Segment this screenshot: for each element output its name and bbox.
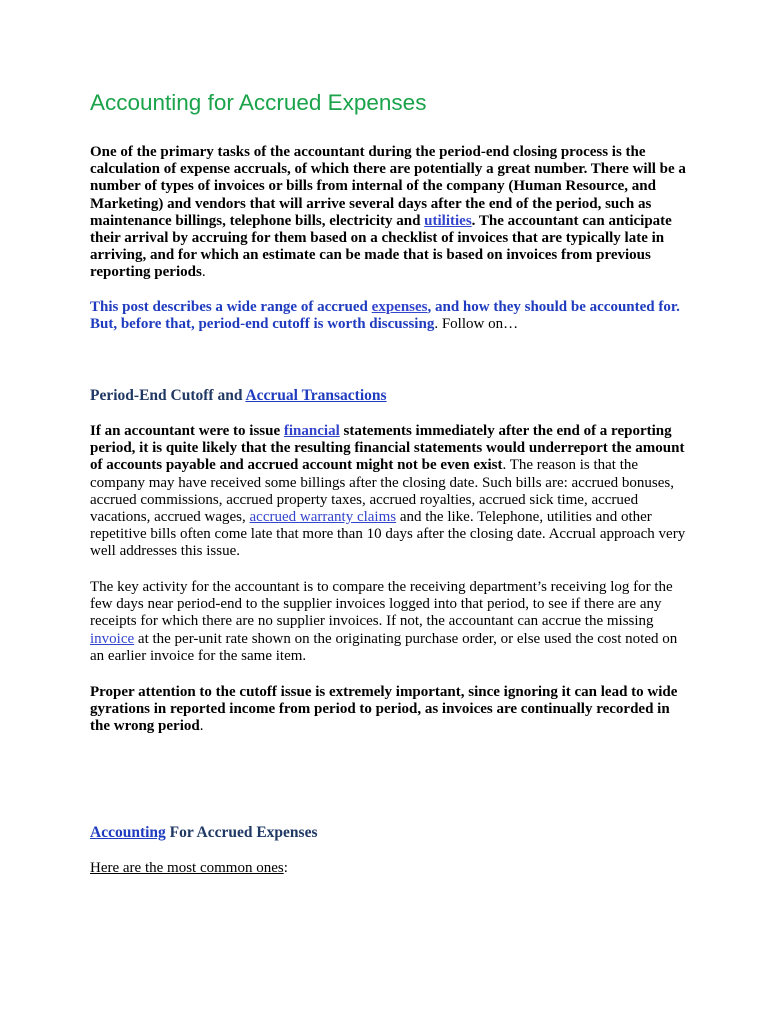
intro-text: One of the primary tasks of the accountant during the period-end closing process is the calculation of expense accruals, of which there are potentially a great number. There will be a number of types of invoices or bills from internal of the company (Human Resource, and Marketing) and vendors that will arrive several days after the end of the period, such as maintenance billings, telephone bills, electricity and [90,144,686,229]
cutoff-importance-text: Proper attention to the cutoff issue is extremely important, since ignoring it can lead to wide gyrations in reported income from period to period, as invoices are continually recorded in the wrong period [90,684,678,735]
intro-text-continued: . The accountant can anticipate their arrival by accruing for them based on a checklist of invoices that are typically late in arriving, and for which an estimate can be made that is based on invoices from previous reporting periods [90,212,672,281]
cutoff-bold-text: If an accountant were to issue [90,423,284,439]
cutoff-importance-paragraph [90,684,690,736]
cutoff-plain-text-continued: and the like. Telephone, utilities and other repetitive bills often come late that more than 10 days after the closing date. Accrual approach very well addresses this issue. [90,509,686,560]
receiving-log-text-continued: at the per-unit rate shown on the originating purchase order, or else used the cost noted on an earlier invoice for the same item. [90,630,678,664]
financial-link[interactable]: financial [283,423,340,439]
expenses-link[interactable]: expenses [371,299,428,315]
section-heading-accrued-expenses-text: For Accrued Expenses [165,824,318,841]
summary-text-continued: , and how they should be accounted for. But, before that, period-end cutoff is worth discussing [90,299,680,333]
common-ones-colon: : [283,860,288,876]
intro-period: . [201,264,206,281]
receiving-log-paragraph [90,579,690,665]
summary-paragraph [90,299,690,333]
cutoff-plain-text: . The reason is that the company may have received some billings after the closing date. Such bills are: accrued bonuses, accrued commissions, accrued property taxes, accrued royalties, accrued sick time, accrued vacations, accrued wages, [90,457,674,526]
accrued-warranty-claims-link[interactable]: accrued warranty claims [249,509,397,526]
accrual-transactions-link[interactable]: Accrual Transactions [245,387,387,404]
section-heading-accrued-expenses [90,824,318,842]
cutoff-bold-text-continued: statements immediately after the end of a reporting period, it is quite likely that the resulting financial statements would underreport the amount of accounts payable and accrued account might not be even exist [90,423,685,474]
invoice-link[interactable]: invoice [90,630,135,647]
document-title: Accounting for Accrued Expenses [90,90,427,115]
accounting-link[interactable]: Accounting [90,824,166,841]
receiving-log-text: The key activity for the accountant is to compare the receiving department’s receiving log for the few days near period-end to the supplier invoices logged into that period, to see if there are any receipts for which there are no supplier invoices. If not, the accountant can accrue the missing [90,579,673,630]
summary-text: This post describes a wide range of accrued [90,299,372,315]
common-ones-intro [90,860,288,877]
utilities-link[interactable]: utilities [424,212,472,229]
cutoff-paragraph [90,423,690,561]
intro-paragraph [90,144,690,282]
cutoff-importance-period: . [199,718,204,735]
common-ones-text: Here are the most common ones [90,860,284,876]
follow-on-text: . Follow on… [434,316,519,333]
section-heading-cutoff [90,387,387,405]
section-heading-cutoff-text: Period-End Cutoff and [90,387,246,404]
